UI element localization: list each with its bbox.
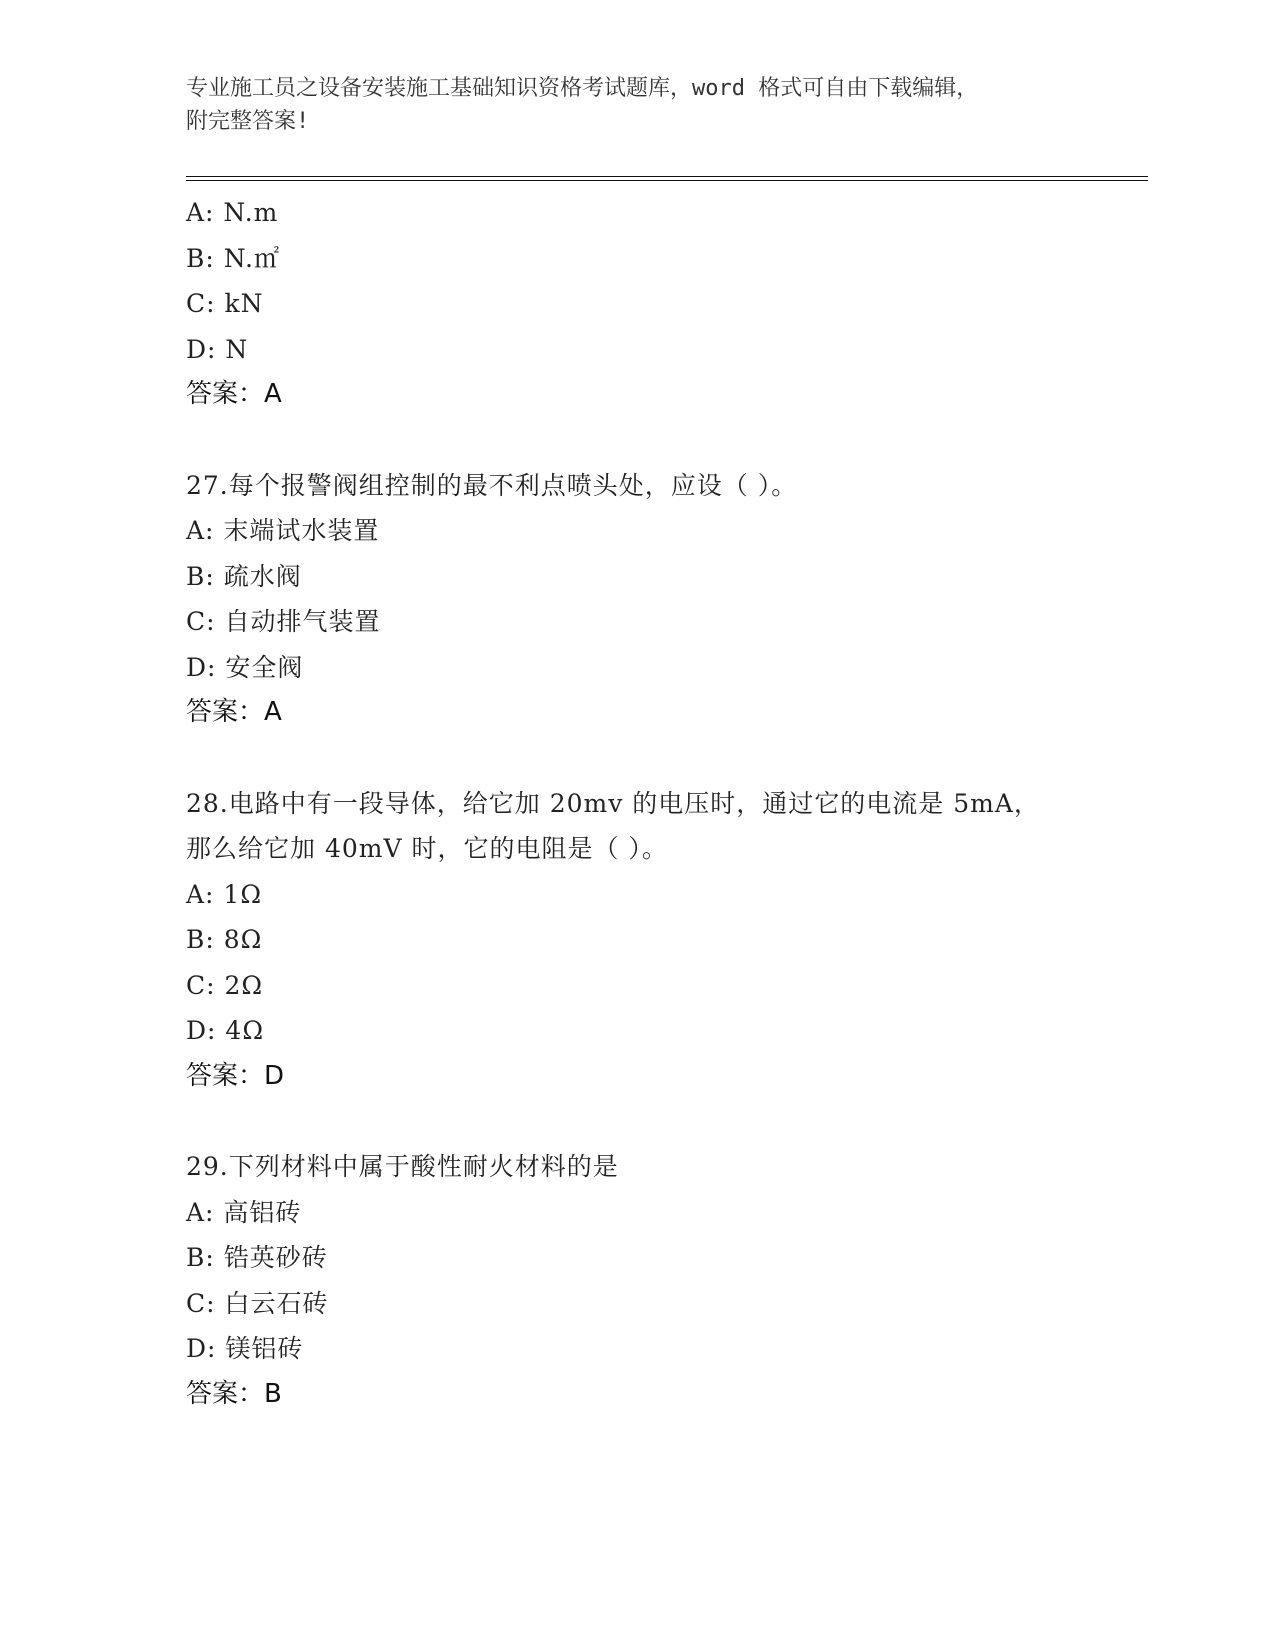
- answer-line: 答案：B: [186, 1378, 282, 1409]
- option-c: C: kN: [186, 289, 264, 318]
- question-28: [186, 781, 1086, 1100]
- question-stem: 27.每个报警阀组控制的最不利点喷头处，应设（ ）。: [186, 470, 798, 500]
- question-stem: 28.电路中有一段导体，给它加 20mv 的电压时，通过它的电流是 5mA，: [186, 788, 1040, 818]
- option-a: A: N.m: [186, 198, 279, 227]
- header-line-2: 附完整答案!: [186, 109, 310, 134]
- option-c: C: 2Ω: [186, 970, 264, 1000]
- option-b: B: 疏水阀: [186, 561, 302, 591]
- answer-line: 答案：A: [186, 697, 282, 727]
- option-d: D: 镁铝砖: [186, 1334, 304, 1363]
- option-a: A: 高铝砖: [186, 1197, 302, 1227]
- answer-line: 答案：D: [186, 1060, 285, 1091]
- option-b: B: N.㎡: [186, 243, 280, 273]
- document-header: [186, 72, 1086, 138]
- option-c: C: 自动排气装置: [186, 607, 381, 636]
- option-d: D: 4Ω: [186, 1016, 265, 1045]
- question-stem-continued: 那么给它加 40mV 时，它的电阻是（ ）。: [186, 834, 668, 863]
- option-b: B: 8Ω: [186, 925, 263, 954]
- header-line-1: 专业施工员之设备安装施工基础知识资格考试题库，word 格式可自由下载编辑，: [186, 76, 979, 101]
- question-29: [186, 1144, 1086, 1417]
- option-d: D: 安全阀: [186, 652, 304, 682]
- answer-line: 答案：A: [186, 379, 282, 409]
- option-b: B: 锆英砂砖: [186, 1243, 328, 1272]
- header-divider: [186, 176, 1148, 181]
- question-list: [186, 190, 1086, 1417]
- option-d: D: N: [186, 334, 249, 364]
- question-stem: 29.下列材料中属于酸性耐火材料的是: [186, 1152, 619, 1181]
- question-26-continued: [186, 190, 1086, 418]
- question-27: [186, 463, 1086, 736]
- option-a: A: 末端试水装置: [186, 516, 380, 545]
- option-c: C: 白云石砖: [186, 1288, 329, 1318]
- option-a: A: 1Ω: [186, 879, 263, 909]
